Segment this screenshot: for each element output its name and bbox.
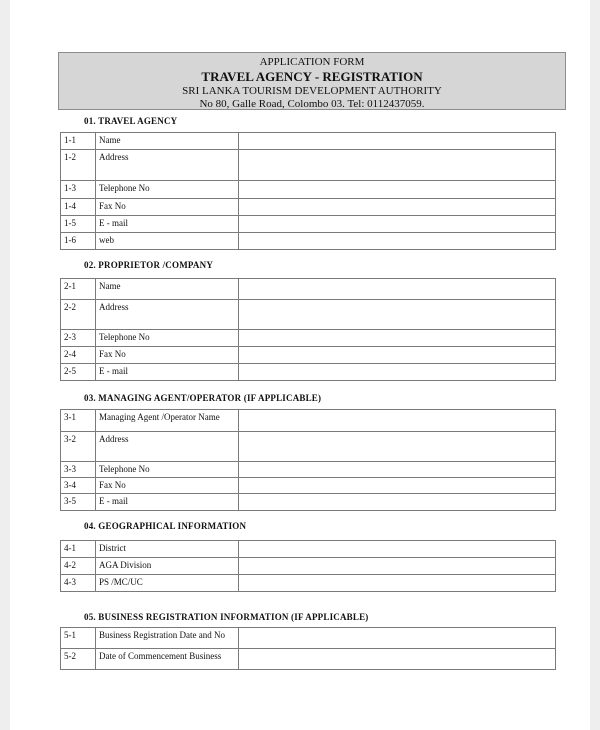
agency-web-field[interactable] <box>239 233 556 250</box>
row-label: District <box>96 541 239 558</box>
row-number: 1-1 <box>61 133 96 150</box>
geographical-table <box>60 540 556 592</box>
proprietor-name-field[interactable] <box>239 279 556 300</box>
table-row <box>61 199 556 216</box>
row-label: Address <box>96 150 239 181</box>
agency-telephone-field[interactable] <box>239 181 556 199</box>
row-number: 5-2 <box>61 649 96 670</box>
row-label: Fax No <box>96 478 239 494</box>
section-title-travel-agency: 01. TRAVEL AGENCY <box>84 116 178 126</box>
row-number: 1-6 <box>61 233 96 250</box>
form-page <box>10 0 590 730</box>
table-row <box>61 233 556 250</box>
row-label: Fax No <box>96 347 239 364</box>
table-row <box>61 364 556 381</box>
row-label: PS /MC/UC <box>96 575 239 592</box>
agency-name-field[interactable] <box>239 133 556 150</box>
authority-name: SRI LANKA TOURISM DEVELOPMENT AUTHORITY <box>182 85 442 97</box>
row-label: Managing Agent /Operator Name <box>96 410 239 432</box>
section-title-proprietor: 02. PROPRIETOR /COMPANY <box>84 260 214 270</box>
row-label: E - mail <box>96 364 239 381</box>
proprietor-address-field[interactable] <box>239 300 556 330</box>
proprietor-table <box>60 278 556 381</box>
table-row <box>61 410 556 432</box>
row-number: 2-2 <box>61 300 96 330</box>
table-row <box>61 300 556 330</box>
row-number: 3-1 <box>61 410 96 432</box>
table-row <box>61 150 556 181</box>
row-number: 2-5 <box>61 364 96 381</box>
row-label: Name <box>96 133 239 150</box>
row-number: 1-4 <box>61 199 96 216</box>
row-number: 3-4 <box>61 478 96 494</box>
row-label: Address <box>96 432 239 462</box>
ps-mc-uc-field[interactable] <box>239 575 556 592</box>
proprietor-telephone-field[interactable] <box>239 330 556 347</box>
table-row <box>61 133 556 150</box>
section-title-business-registration: 05. BUSINESS REGISTRATION INFORMATION (IF APPLICABLE) <box>84 612 369 622</box>
agency-fax-field[interactable] <box>239 199 556 216</box>
business-registration-field[interactable] <box>239 628 556 649</box>
table-row <box>61 558 556 575</box>
row-number: 4-3 <box>61 575 96 592</box>
agent-telephone-field[interactable] <box>239 462 556 478</box>
proprietor-fax-field[interactable] <box>239 347 556 364</box>
row-number: 4-1 <box>61 541 96 558</box>
row-label: E - mail <box>96 216 239 233</box>
table-row <box>61 181 556 199</box>
row-label: web <box>96 233 239 250</box>
table-row <box>61 541 556 558</box>
table-row <box>61 432 556 462</box>
form-header <box>58 52 566 110</box>
table-row <box>61 628 556 649</box>
row-number: 3-3 <box>61 462 96 478</box>
table-row <box>61 347 556 364</box>
row-label: Name <box>96 279 239 300</box>
table-row <box>61 330 556 347</box>
row-label: AGA Division <box>96 558 239 575</box>
row-label: Business Registration Date and No <box>96 628 239 649</box>
row-number: 5-1 <box>61 628 96 649</box>
row-label: Fax No <box>96 199 239 216</box>
row-number: 4-2 <box>61 558 96 575</box>
business-registration-table <box>60 627 556 670</box>
table-row <box>61 279 556 300</box>
row-number: 1-3 <box>61 181 96 199</box>
row-label: Telephone No <box>96 330 239 347</box>
table-row <box>61 575 556 592</box>
row-label: E - mail <box>96 494 239 511</box>
row-number: 2-1 <box>61 279 96 300</box>
section-title-geographical: 04. GEOGRAPHICAL INFORMATION <box>84 521 247 531</box>
managing-agent-table <box>60 409 556 511</box>
table-row <box>61 649 556 670</box>
agency-address-field[interactable] <box>239 150 556 181</box>
agency-email-field[interactable] <box>239 216 556 233</box>
row-number: 2-3 <box>61 330 96 347</box>
table-row <box>61 216 556 233</box>
table-row <box>61 462 556 478</box>
row-number: 1-5 <box>61 216 96 233</box>
agent-name-field[interactable] <box>239 410 556 432</box>
agent-address-field[interactable] <box>239 432 556 462</box>
row-number: 3-2 <box>61 432 96 462</box>
agent-fax-field[interactable] <box>239 478 556 494</box>
section-title-managing-agent: 03. MANAGING AGENT/OPERATOR (IF APPLICABLE) <box>84 393 322 403</box>
aga-division-field[interactable] <box>239 558 556 575</box>
row-label: Date of Commencement Business <box>96 649 239 670</box>
travel-agency-table <box>60 132 556 250</box>
table-row <box>61 478 556 494</box>
proprietor-email-field[interactable] <box>239 364 556 381</box>
commencement-date-field[interactable] <box>239 649 556 670</box>
authority-address: No 80, Galle Road, Colombo 03. Tel: 0112437059. <box>199 98 425 110</box>
district-field[interactable] <box>239 541 556 558</box>
row-number: 2-4 <box>61 347 96 364</box>
row-number: 3-5 <box>61 494 96 511</box>
row-label: Telephone No <box>96 462 239 478</box>
row-label: Telephone No <box>96 181 239 199</box>
table-row <box>61 494 556 511</box>
row-number: 1-2 <box>61 150 96 181</box>
form-type-label: APPLICATION FORM <box>259 56 365 68</box>
agent-email-field[interactable] <box>239 494 556 511</box>
form-title: TRAVEL AGENCY - REGISTRATION <box>201 69 423 84</box>
row-label: Address <box>96 300 239 330</box>
